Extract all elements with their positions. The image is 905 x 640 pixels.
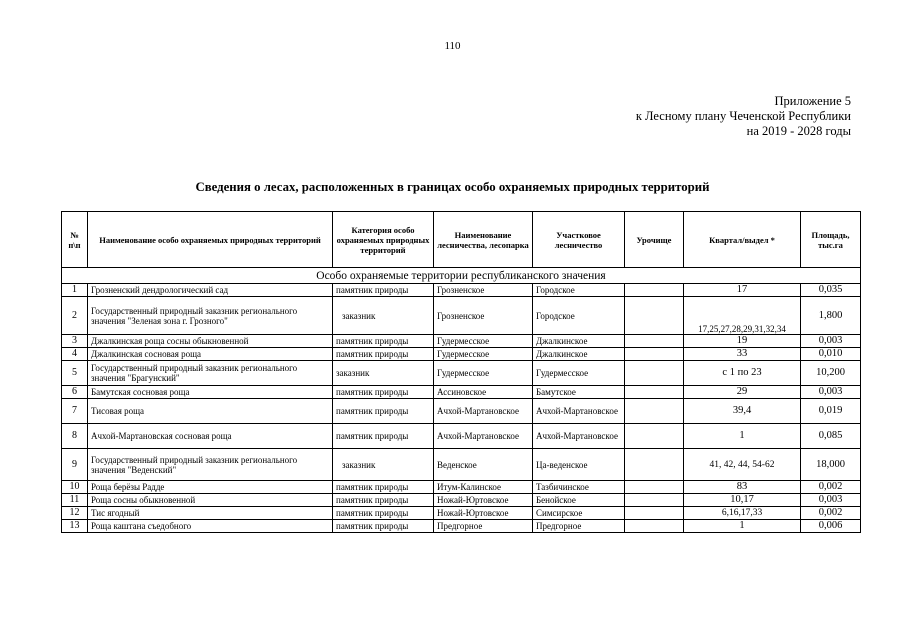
- table-header-row: [62, 212, 861, 268]
- cell-area: 0,010: [801, 348, 861, 361]
- page-number: 110: [444, 40, 461, 52]
- header-forestry: Наименование лесничества, лесопарка: [434, 212, 533, 268]
- cell-district: Симсирское: [533, 507, 625, 520]
- cell-category: памятник природы: [333, 494, 434, 507]
- cell-tract: [625, 399, 684, 424]
- cell-area: 0,002: [801, 507, 861, 520]
- cell-district: Ца-веденское: [533, 449, 625, 481]
- cell-tract: [625, 520, 684, 533]
- cell-num: 6: [62, 386, 88, 399]
- cell-tract: [625, 284, 684, 297]
- cell-quarter: 6,16,17,33: [684, 507, 801, 520]
- cell-tract: [625, 494, 684, 507]
- cell-area: 0,003: [801, 386, 861, 399]
- cell-category: памятник природы: [333, 520, 434, 533]
- cell-forestry: Ачхой-Мартановское: [434, 399, 533, 424]
- cell-quarter: 83: [684, 481, 801, 494]
- cell-num: 10: [62, 481, 88, 494]
- cell-quarter: 17: [684, 284, 801, 297]
- cell-quarter: 33: [684, 348, 801, 361]
- cell-tract: [625, 507, 684, 520]
- cell-num: 3: [62, 335, 88, 348]
- cell-district: Гудермесское: [533, 361, 625, 386]
- cell-num: 12: [62, 507, 88, 520]
- header-district: Участковое лесничество: [533, 212, 625, 268]
- cell-num: 5: [62, 361, 88, 386]
- cell-num: 2: [62, 297, 88, 335]
- cell-name: Роща берёзы Радде: [88, 481, 333, 494]
- cell-name: Роща каштана съедобного: [88, 520, 333, 533]
- table-row: [62, 348, 861, 361]
- cell-district: Бамутское: [533, 386, 625, 399]
- cell-district: Бенойское: [533, 494, 625, 507]
- cell-quarter: 41, 42, 44, 54-62: [684, 449, 801, 481]
- cell-name: Государственный природный заказник регионального значения "Веденский": [88, 449, 333, 481]
- cell-tract: [625, 361, 684, 386]
- table-row: [62, 507, 861, 520]
- table-row: [62, 520, 861, 533]
- cell-area: 0,003: [801, 335, 861, 348]
- protected-territories-table: [61, 211, 861, 533]
- cell-tract: [625, 335, 684, 348]
- cell-area: 1,800: [801, 297, 861, 335]
- header-quarter: Квартал/выдел *: [684, 212, 801, 268]
- cell-quarter: 17,25,27,28,29,31,32,34: [684, 297, 801, 335]
- cell-area: 0,003: [801, 494, 861, 507]
- header-area: Площадь, тыс.га: [801, 212, 861, 268]
- cell-quarter: с 1 по 23: [684, 361, 801, 386]
- cell-quarter: 10,17: [684, 494, 801, 507]
- section-title: Особо охраняемые территории республиканского значения: [62, 268, 861, 284]
- cell-category: памятник природы: [333, 481, 434, 494]
- cell-category: памятник природы: [333, 399, 434, 424]
- document-title: Сведения о лесах, расположенных в границах особо охраняемых природных территорий: [195, 180, 710, 194]
- appendix-line-3: на 2019 - 2028 годы: [746, 124, 851, 138]
- appendix-line-2: к Лесному плану Чеченской Республики: [635, 109, 851, 123]
- cell-num: 8: [62, 424, 88, 449]
- cell-category: памятник природы: [333, 284, 434, 297]
- cell-forestry: Ачхой-Мартановское: [434, 424, 533, 449]
- cell-num: 13: [62, 520, 88, 533]
- table-row: [62, 361, 861, 386]
- cell-name: Джалкинская роща сосны обыкновенной: [88, 335, 333, 348]
- cell-district: Городское: [533, 297, 625, 335]
- cell-forestry: Ассиновское: [434, 386, 533, 399]
- cell-forestry: Ножай-Юртовское: [434, 494, 533, 507]
- section-row: [62, 268, 861, 284]
- cell-district: Джалкинское: [533, 335, 625, 348]
- cell-district: Городское: [533, 284, 625, 297]
- cell-district: Ачхой-Мартановское: [533, 399, 625, 424]
- cell-category: заказник: [333, 449, 434, 481]
- header-category: Категория особо охраняемых природных территорий: [333, 212, 434, 268]
- cell-name: Государственный природный заказник регионального значения "Брагунский": [88, 361, 333, 386]
- cell-district: Ачхой-Мартановское: [533, 424, 625, 449]
- cell-forestry: Гудермесское: [434, 348, 533, 361]
- cell-area: 0,006: [801, 520, 861, 533]
- header-num: № п\п: [62, 212, 88, 268]
- cell-name: Ачхой-Мартановская сосновая роща: [88, 424, 333, 449]
- table-row: [62, 449, 861, 481]
- cell-num: 11: [62, 494, 88, 507]
- cell-name: Джалкинская сосновая роща: [88, 348, 333, 361]
- table-row: [62, 494, 861, 507]
- cell-num: 4: [62, 348, 88, 361]
- cell-tract: [625, 481, 684, 494]
- cell-quarter: 29: [684, 386, 801, 399]
- cell-name: Бамутская сосновая роща: [88, 386, 333, 399]
- header-tract: Урочище: [625, 212, 684, 268]
- cell-num: 1: [62, 284, 88, 297]
- cell-category: памятник природы: [333, 386, 434, 399]
- table-row: [62, 386, 861, 399]
- cell-forestry: Гудермесское: [434, 361, 533, 386]
- cell-forestry: Гудермесское: [434, 335, 533, 348]
- table-row: [62, 424, 861, 449]
- cell-quarter: 39,4: [684, 399, 801, 424]
- appendix-note: [636, 94, 851, 139]
- cell-num: 7: [62, 399, 88, 424]
- table-row: [62, 297, 861, 335]
- cell-category: памятник природы: [333, 348, 434, 361]
- cell-tract: [625, 449, 684, 481]
- cell-quarter: 1: [684, 424, 801, 449]
- table-row: [62, 481, 861, 494]
- cell-name: Грозненский дендрологический сад: [88, 284, 333, 297]
- cell-area: 0,002: [801, 481, 861, 494]
- cell-category: памятник природы: [333, 424, 434, 449]
- cell-category: памятник природы: [333, 335, 434, 348]
- cell-name: Тис ягодный: [88, 507, 333, 520]
- cell-forestry: Предгорное: [434, 520, 533, 533]
- cell-district: Джалкинское: [533, 348, 625, 361]
- cell-forestry: Ножай-Юртовское: [434, 507, 533, 520]
- cell-forestry: Грозненское: [434, 297, 533, 335]
- cell-tract: [625, 297, 684, 335]
- table-row: [62, 335, 861, 348]
- cell-quarter: 1: [684, 520, 801, 533]
- cell-quarter: 19: [684, 335, 801, 348]
- table-row: [62, 284, 861, 297]
- cell-category: памятник природы: [333, 507, 434, 520]
- cell-category: заказник: [333, 361, 434, 386]
- table-row: [62, 399, 861, 424]
- cell-district: Тазбичинское: [533, 481, 625, 494]
- cell-name: Роща сосны обыкновенной: [88, 494, 333, 507]
- cell-forestry: Веденское: [434, 449, 533, 481]
- cell-forestry: Итум-Калинское: [434, 481, 533, 494]
- cell-tract: [625, 424, 684, 449]
- cell-district: Предгорное: [533, 520, 625, 533]
- cell-forestry: Грозненское: [434, 284, 533, 297]
- cell-name: Тисовая роща: [88, 399, 333, 424]
- appendix-line-1: Приложение 5: [774, 94, 851, 108]
- cell-area: 0,035: [801, 284, 861, 297]
- cell-tract: [625, 348, 684, 361]
- cell-category: заказник: [333, 297, 434, 335]
- cell-name: Государственный природный заказник регионального значения "Зеленая зона г. Грозного": [88, 297, 333, 335]
- cell-num: 9: [62, 449, 88, 481]
- cell-area: 18,000: [801, 449, 861, 481]
- header-name: Наименование особо охраняемых природных территорий: [88, 212, 333, 268]
- cell-tract: [625, 386, 684, 399]
- cell-area: 10,200: [801, 361, 861, 386]
- cell-area: 0,019: [801, 399, 861, 424]
- cell-area: 0,085: [801, 424, 861, 449]
